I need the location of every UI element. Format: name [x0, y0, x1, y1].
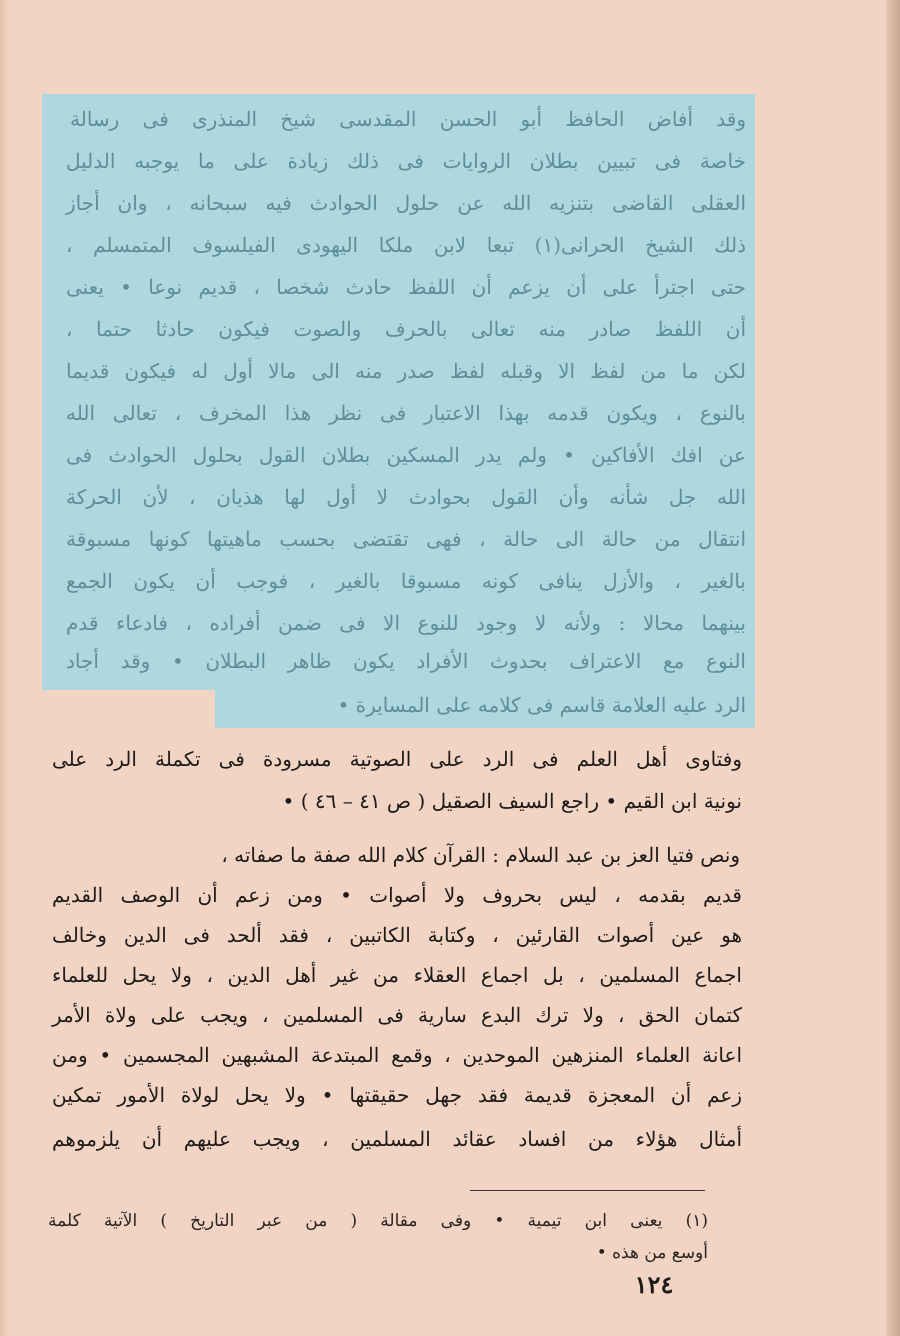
body-line: نونية ابن القيم • راجع السيف الصقيل ( ص ٤١ – ٤٦ ) • — [282, 789, 742, 813]
highlighted-line: انتقال من حالة الى حالة ، فهى تقتضى بحسب ماهيتها كونها مسبوقة — [66, 527, 746, 551]
page-right-edge — [886, 0, 900, 1336]
footnote-line: أوسع من هذه • — [596, 1243, 708, 1263]
footnote-line: (١) يعنى ابن تيمية • وفى مقالة ( من عبر التاريخ ) الآتية كلمة — [48, 1211, 708, 1231]
page-left-shadow — [0, 0, 10, 1336]
body-line: كتمان الحق ، ولا ترك البدع سارية فى المسلمين ، ويجب على ولاة الأمر — [52, 1003, 742, 1027]
body-line: زعم أن المعجزة قديمة فقد جهل حقيقتها • ولا يحل لولاة الأمور تمكين — [52, 1083, 742, 1107]
page-number: ١٢٤ — [634, 1270, 674, 1299]
highlighted-line: النوع مع الاعتراف بحدوث الأفراد يكون ظاهر البطلان • وقد أجاد — [66, 649, 746, 673]
highlighted-line-last: الرد عليه العلامة قاسم فى كلامه على المسايرة • — [337, 693, 746, 717]
body-line: اجماع المسلمين ، بل اجماع العقلاء من غير أهل الدين ، ولا يحل للعلماء — [52, 963, 742, 987]
highlighted-line: خاصة فى تبيين بطلان الروايات فى ذلك زيادة على ما يوجبه الدليل — [66, 149, 746, 173]
body-line: اعانة العلماء المنزهين الموحدين ، وقمع المبتدعة المشبهين المجسمين • ومن — [52, 1043, 742, 1067]
highlighted-line: عن افك الأفاكين • ولم يدر المسكين بطلان القول بحلول الحوادث فى — [66, 443, 746, 467]
footnote-divider — [470, 1190, 705, 1191]
highlighted-line: بينهما محالا : ولأنه لا وجود للنوع الا فى ضمن أفراده ، فادعاء قدم — [66, 611, 746, 635]
body-line: أمثال هؤلاء من افساد عقائد المسلمين ، ويجب عليهم أن يلزموهم — [52, 1127, 742, 1151]
body-line: قديم بقدمه ، ليس بحروف ولا أصوات • ومن زعم أن الوصف القديم — [52, 883, 742, 907]
highlight-block — [42, 94, 755, 690]
highlighted-line: بالغير ، والأزل ينافى كونه مسبوقا بالغير ، فوجب أن يكون الجمع — [66, 569, 746, 593]
body-line: هو عين أصوات القارئين ، وكتابة الكاتبين ، فقد ألحد فى الدين وخالف — [52, 923, 742, 947]
body-line: وفتاوى أهل العلم فى الرد على الصوتية مسرودة فى تكملة الرد على — [52, 747, 742, 771]
highlighted-line: أن اللفظ صادر منه تعالى بالحرف والصوت فيكون حادثا حتما ، — [66, 317, 746, 341]
highlighted-line: الله جل شأنه وأن القول بحوادث لا أول لها هذيان ، لأن الحركة — [66, 485, 746, 509]
highlighted-line: وقد أفاض الحافظ أبو الحسن المقدسى شيخ المنذرى فى رسالة — [70, 107, 746, 131]
body-line: ونص فتيا العز بن عبد السلام : القرآن كلام الله صفة ما صفاته ، — [221, 843, 740, 867]
highlighted-line: بالنوع ، ويكون قدمه بهذا الاعتبار فى نظر هذا المخرف ، تعالى الله — [66, 401, 746, 425]
highlighted-line: لكن ما من لفظ الا وقبله لفظ صدر منه الى مالا أول له فيكون قديما — [66, 359, 746, 383]
highlighted-line: ذلك الشيخ الحرانى(١) تبعا لابن ملكا اليهودى الفيلسوف المتمسلم ، — [66, 233, 747, 257]
highlighted-line: حتى اجترأ على أن يزعم أن اللفظ حادث شخصا ، قديم نوعا • يعنى — [66, 275, 746, 299]
highlighted-line: العقلى القاضى بتنزيه الله عن حلول الحوادث فيه سبحانه ، وان أجاز — [66, 191, 746, 215]
